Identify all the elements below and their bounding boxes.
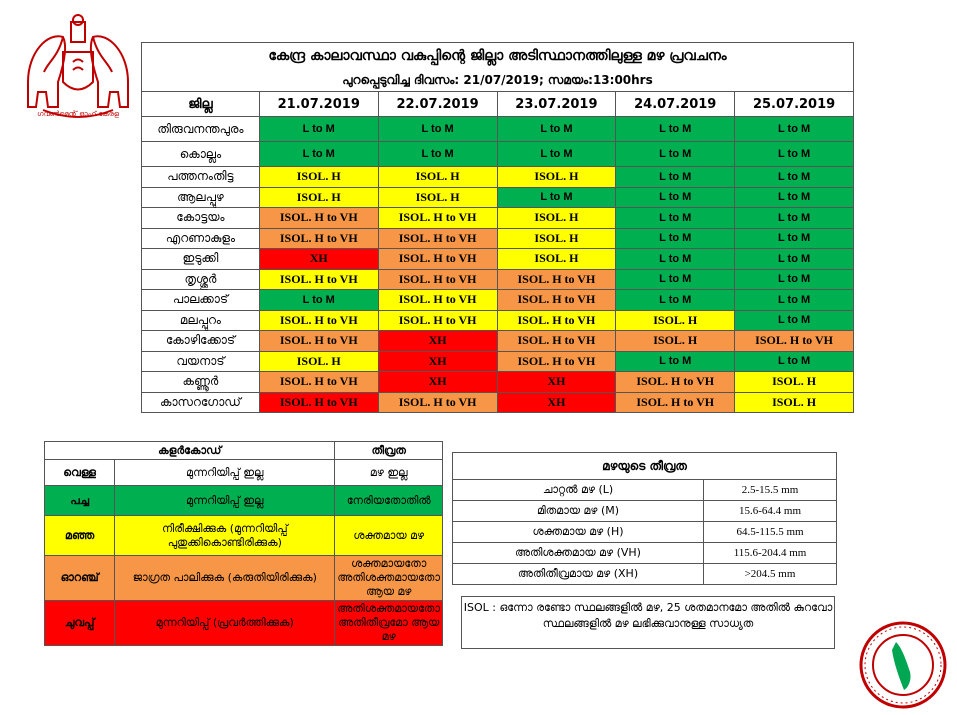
district-cell: പാലക്കാട് xyxy=(142,290,260,311)
forecast-cell: ISOL. H to VH xyxy=(259,310,378,331)
intensity-row xyxy=(453,501,837,522)
forecast-cell: L to M xyxy=(616,290,735,311)
intensity-label: അതിശക്തമായ മഴ (VH) xyxy=(453,543,704,564)
forecast-cell: ISOL. H xyxy=(378,167,497,188)
forecast-cell: L to M xyxy=(616,167,735,188)
forecast-cell: XH xyxy=(259,249,378,270)
intensity-row xyxy=(453,543,837,564)
forecast-table xyxy=(141,42,854,413)
forecast-cell: ISOL. H to VH xyxy=(497,351,616,372)
forecast-title: കേന്ദ്ര കാലാവസ്ഥാ വകുപ്പിന്റെ ജില്ലാ അടിസ്ഥാനത്തിലുള്ള മഴ പ്രവചനം xyxy=(142,43,854,70)
forecast-cell: ISOL. H to VH xyxy=(497,269,616,290)
forecast-cell: L to M xyxy=(735,310,854,331)
district-cell: മലപ്പുറം xyxy=(142,310,260,331)
intensity-label: അതിതീവ്രമായ മഴ (XH) xyxy=(453,564,704,585)
district-cell: വയനാട് xyxy=(142,351,260,372)
ksdma-logo-icon xyxy=(858,620,948,710)
legend-severity: മഴ ഇല്ല xyxy=(335,460,443,486)
legend-color-name: ഓറഞ്ച് xyxy=(45,556,115,601)
forecast-cell: XH xyxy=(497,372,616,393)
table-row xyxy=(142,372,854,393)
column-header-district: ജില്ല xyxy=(142,92,260,117)
intensity-range: 15.6-64.4 mm xyxy=(704,501,837,522)
forecast-cell: L to M xyxy=(616,228,735,249)
forecast-cell: XH xyxy=(378,331,497,352)
intensity-label: ശക്തമായ മഴ (H) xyxy=(453,522,704,543)
forecast-cell: XH xyxy=(497,392,616,413)
legend-row xyxy=(45,601,443,646)
district-cell: കണ്ണൂർ xyxy=(142,372,260,393)
column-header-date: 22.07.2019 xyxy=(378,92,497,117)
intensity-title: മഴയുടെ തീവ്രത xyxy=(453,453,837,480)
forecast-cell: L to M xyxy=(735,167,854,188)
forecast-cell: ISOL. H to VH xyxy=(378,392,497,413)
forecast-cell: ISOL. H xyxy=(497,167,616,188)
forecast-cell: L to M xyxy=(616,269,735,290)
table-row xyxy=(142,167,854,188)
forecast-cell: ISOL. H xyxy=(735,372,854,393)
forecast-cell: ISOL. H to VH xyxy=(735,331,854,352)
forecast-cell: L to M xyxy=(497,117,616,142)
forecast-cell: ISOL. H xyxy=(616,331,735,352)
district-cell: ആലപ്പുഴ xyxy=(142,187,260,208)
legend-color-name: ചുവപ്പ് xyxy=(45,601,115,646)
forecast-cell: ISOL. H to VH xyxy=(378,249,497,270)
forecast-subtitle: പുറപ്പെടുവിച്ച ദിവസം: 21/07/2019; സമയം:13:00hrs xyxy=(142,69,854,92)
legend-severity: അതിശക്തമായതോ അതിതീവ്രമോ ആയ മഴ xyxy=(335,601,443,646)
table-row xyxy=(142,142,854,167)
forecast-cell: ISOL. H xyxy=(259,351,378,372)
forecast-cell: ISOL. H to VH xyxy=(259,392,378,413)
legend-row xyxy=(45,516,443,556)
table-row xyxy=(142,331,854,352)
legend-color-name: വെള്ള xyxy=(45,460,115,486)
forecast-cell: ISOL. H to VH xyxy=(497,290,616,311)
legend-action: മുന്നറിയിപ്പ് ഇല്ല xyxy=(115,460,335,486)
legend-severity: ശക്തമായതോ അതിശക്തമായതോ ആയ മഴ xyxy=(335,556,443,601)
table-row xyxy=(142,187,854,208)
table-row xyxy=(142,228,854,249)
forecast-cell: ISOL. H to VH xyxy=(378,269,497,290)
forecast-cell: ISOL. H to VH xyxy=(497,310,616,331)
forecast-cell: ISOL. H xyxy=(259,167,378,188)
intensity-row xyxy=(453,480,837,501)
forecast-cell: L to M xyxy=(616,351,735,372)
table-row xyxy=(142,269,854,290)
forecast-cell: ISOL. H to VH xyxy=(497,331,616,352)
rain-intensity-table xyxy=(452,452,837,585)
column-header-date: 21.07.2019 xyxy=(259,92,378,117)
forecast-cell: ISOL. H to VH xyxy=(378,208,497,229)
forecast-cell: L to M xyxy=(735,117,854,142)
forecast-cell: L to M xyxy=(735,249,854,270)
intensity-row xyxy=(453,522,837,543)
forecast-cell: ISOL. H to VH xyxy=(378,290,497,311)
legend-action: മുന്നറിയിപ്പ് (പ്രവർത്തിക്കുക) xyxy=(115,601,335,646)
table-row xyxy=(142,392,854,413)
forecast-cell: ISOL. H xyxy=(497,228,616,249)
forecast-cell: L to M xyxy=(259,142,378,167)
table-row xyxy=(142,290,854,311)
forecast-cell: ISOL. H xyxy=(378,187,497,208)
legend-color-name: പച്ച xyxy=(45,486,115,516)
district-cell: പത്തനംതിട്ട xyxy=(142,167,260,188)
legend-header-row xyxy=(45,442,443,460)
legend-action: മുന്നറിയിപ്പ് ഇല്ല xyxy=(115,486,335,516)
forecast-cell: L to M xyxy=(616,117,735,142)
legend-header-color: കളർകോഡ് xyxy=(45,442,335,460)
forecast-cell: L to M xyxy=(616,142,735,167)
forecast-cell: L to M xyxy=(259,117,378,142)
forecast-cell: ISOL. H to VH xyxy=(259,208,378,229)
legend-action: ജാഗ്രത പാലിക്കുക (കരുതിയിരിക്കുക) xyxy=(115,556,335,601)
forecast-cell: L to M xyxy=(735,142,854,167)
forecast-cell: L to M xyxy=(616,249,735,270)
table-header-row xyxy=(142,92,854,117)
forecast-cell: L to M xyxy=(735,269,854,290)
forecast-cell: ISOL. H to VH xyxy=(378,310,497,331)
legend-color-name: മഞ്ഞ xyxy=(45,516,115,556)
forecast-cell: L to M xyxy=(735,351,854,372)
district-cell: ഇടുക്കി xyxy=(142,249,260,270)
forecast-cell: L to M xyxy=(735,187,854,208)
district-cell: കൊല്ലം xyxy=(142,142,260,167)
forecast-cell: ISOL. H xyxy=(735,392,854,413)
table-row xyxy=(142,208,854,229)
forecast-cell: ISOL. H to VH xyxy=(616,372,735,393)
forecast-cell: L to M xyxy=(735,228,854,249)
district-cell: എറണാകുളം xyxy=(142,228,260,249)
forecast-cell: ISOL. H xyxy=(616,310,735,331)
intensity-range: 2.5-15.5 mm xyxy=(704,480,837,501)
forecast-cell: ISOL. H to VH xyxy=(259,269,378,290)
forecast-cell: ISOL. H to VH xyxy=(378,228,497,249)
district-cell: കോഴിക്കോട് xyxy=(142,331,260,352)
district-cell: തൃശ്ശൂർ xyxy=(142,269,260,290)
intensity-row xyxy=(453,564,837,585)
legend-action: നിരീക്ഷിക്കുക (മുന്നറിയിപ്പ് പുതുക്കികൊണ്ടിരിക്കുക) xyxy=(115,516,335,556)
intensity-range: >204.5 mm xyxy=(704,564,837,585)
column-header-date: 24.07.2019 xyxy=(616,92,735,117)
forecast-cell: XH xyxy=(378,372,497,393)
district-cell: തിരുവനന്തപുരം xyxy=(142,117,260,142)
forecast-cell: L to M xyxy=(259,290,378,311)
legend-severity: ശക്തമായ മഴ xyxy=(335,516,443,556)
forecast-cell: L to M xyxy=(616,187,735,208)
forecast-cell: L to M xyxy=(378,142,497,167)
forecast-cell: ISOL. H to VH xyxy=(259,372,378,393)
legend-row xyxy=(45,460,443,486)
district-cell: കാസറഗോഡ് xyxy=(142,392,260,413)
table-row xyxy=(142,117,854,142)
intensity-range: 64.5-115.5 mm xyxy=(704,522,837,543)
column-header-date: 25.07.2019 xyxy=(735,92,854,117)
forecast-cell: L to M xyxy=(735,208,854,229)
color-code-legend xyxy=(44,441,443,646)
svg-text:ഗവൺമെന്റ് ഓഫ് കേരള: ഗവൺമെന്റ് ഓഫ് കേരള xyxy=(37,110,119,118)
forecast-cell: ISOL. H to VH xyxy=(259,331,378,352)
table-row xyxy=(142,310,854,331)
district-cell: കോട്ടയം xyxy=(142,208,260,229)
column-header-date: 23.07.2019 xyxy=(497,92,616,117)
forecast-cell: L to M xyxy=(735,290,854,311)
intensity-label: മിതമായ മഴ (M) xyxy=(453,501,704,522)
forecast-cell: ISOL. H xyxy=(497,249,616,270)
forecast-cell: ISOL. H xyxy=(497,208,616,229)
forecast-cell: ISOL. H to VH xyxy=(259,228,378,249)
forecast-cell: L to M xyxy=(378,117,497,142)
forecast-cell: L to M xyxy=(616,208,735,229)
table-row xyxy=(142,249,854,270)
legend-row xyxy=(45,556,443,601)
legend-header-severity: തീവ്രത xyxy=(335,442,443,460)
forecast-cell: L to M xyxy=(497,187,616,208)
forecast-cell: ISOL. H to VH xyxy=(616,392,735,413)
intensity-range: 115.6-204.4 mm xyxy=(704,543,837,564)
intensity-label: ചാറ്റൽ മഴ (L) xyxy=(453,480,704,501)
legend-row xyxy=(45,486,443,516)
forecast-cell: XH xyxy=(378,351,497,372)
isol-note: ISOL : ഒന്നോ രണ്ടോ സ്ഥലങ്ങളിൽ മഴ, 25 ശതമാനമോ അതിൽ കുറവോ സ്ഥലങ്ങളിൽ മഴ ലഭിക്കുവാനുള്ള സാധ്യത xyxy=(461,596,835,649)
forecast-cell: ISOL. H xyxy=(259,187,378,208)
table-row xyxy=(142,351,854,372)
legend-severity: നേരിയതോതിൽ xyxy=(335,486,443,516)
kerala-emblem-icon xyxy=(18,12,138,122)
forecast-cell: L to M xyxy=(497,142,616,167)
